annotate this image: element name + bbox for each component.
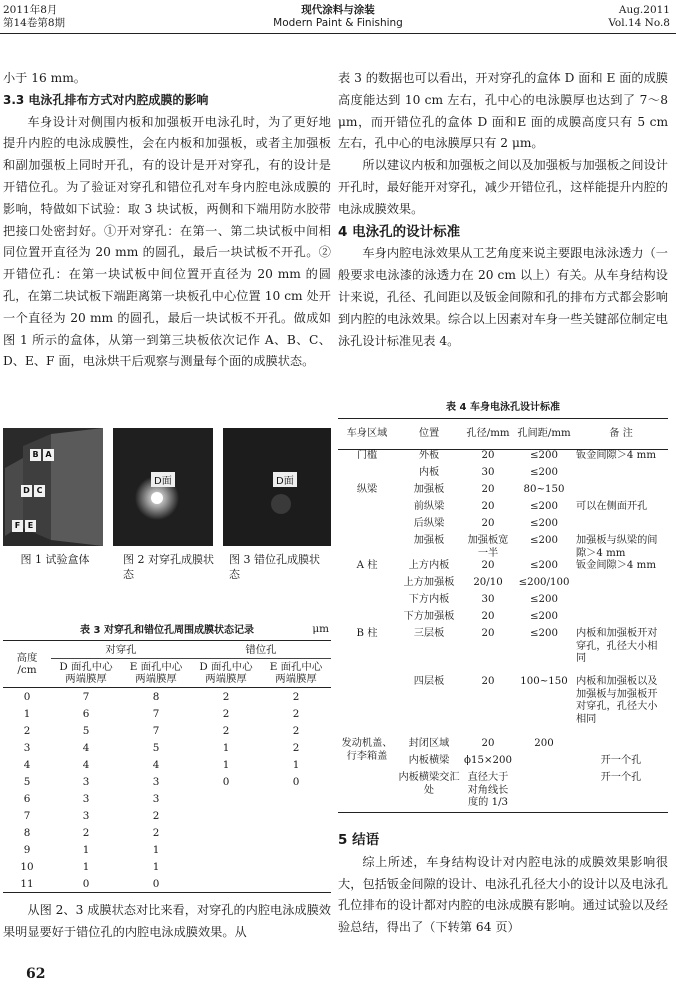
face-tag-b: B: [30, 449, 41, 461]
table-row: 9 1 1: [23, 843, 160, 856]
conclusion-section: [338, 830, 668, 939]
face-tag-e: E: [25, 520, 36, 532]
col-header-e-through: E 面孔中心两端膜厚: [129, 661, 183, 685]
table-3-title: 表 3 对穿孔和错位孔周围成膜状态记录: [80, 624, 254, 636]
table-row: 内板横梁 ϕ15×200 开一个孔: [408, 755, 642, 766]
table-row: 后纵梁 20 ≤200: [413, 518, 558, 529]
journal-title: [0, 4, 676, 30]
table-row: 内板 30 ≤200: [418, 467, 558, 478]
offset-hole-photo: [223, 428, 331, 546]
table-row: 纵梁 加强板 20 80~150: [356, 484, 565, 495]
face-tag-d: D: [21, 485, 32, 497]
figure-3-caption: 图 3 错位孔成膜状态: [229, 553, 320, 581]
table-row: B 柱 三层板 20 ≤200 内板和加强板开对穿孔，孔径大小相同: [356, 628, 658, 664]
table-row: 门槛 外板 20 ≤200 钣金间隙＞4 mm: [356, 450, 656, 461]
table-row: 四层板 20 100~150 内板和加强板以及加强板与加强板开对穿孔，孔径大小相同: [413, 676, 658, 725]
table-row: 8 2 2: [23, 826, 160, 839]
col-header: [121, 659, 191, 688]
table-row: 发动机盖、行李箱盖 封闭区域 20 200: [341, 738, 554, 762]
paragraph-design-standard: 车身内腔电泳效果从工艺角度来说主要跟电泳泳透力（一般要求电泳漆的泳透力在 20 cm 以上）有关。从车身结构设计来说，孔径、孔间距以及钣金间隙和孔的排布方式都会影响到内腔的电泳效果。综合以上因素对车身一些关键部位制定电泳孔设计标准见表 4。: [338, 246, 668, 348]
table-row: 1 6 7 2 2: [23, 707, 300, 720]
header-rule: [0, 33, 676, 34]
col-header-region: 车身区域: [346, 427, 388, 439]
col-header: [191, 659, 261, 688]
col-header-remarks: 备 注: [609, 427, 633, 439]
running-header: [0, 0, 676, 36]
table-4: [338, 398, 668, 813]
paragraph-recommendation: 所以建议内板和加强板之间以及加强板与加强板之间设计开孔时，最好能开对穿孔，减少开错位孔，这样能提升内腔的电泳成膜效果。: [338, 158, 668, 216]
table-row: 上方加强板 20/10 ≤200/100: [403, 577, 570, 588]
paragraph-comparison: 从图 2、3 成膜状态对比来看，对穿孔的内腔电泳成膜效果明显要好于错位孔的内腔电泳成膜效果。从: [3, 903, 331, 939]
table-3-unit: μm: [312, 623, 329, 635]
table-row: 6 3 3: [23, 792, 160, 805]
section-heading-4: 4 电泳孔的设计标准: [338, 223, 461, 240]
table-row: 前纵梁 20 ≤200 可以在侧面开孔: [413, 501, 648, 512]
table-3-height-header: [3, 641, 51, 688]
face-tag-a: A: [43, 449, 54, 461]
header-date-cn: 2011年8月: [3, 4, 58, 16]
height-label: 高度: [16, 652, 38, 664]
paragraph-conclusion: 综上所述，车身结构设计对内腔电泳的成膜效果影响很大，包括钣金间隙的设计、电泳孔孔径大小的设计以及电泳孔孔位排布的设计都对内腔的电泳成膜有影响。通过试验以及经验总结，得出了（下转第 64 页）: [338, 854, 668, 935]
figure-row: [3, 428, 331, 596]
table-row: 2 5 7 2 2: [23, 724, 300, 737]
col-header-d-through: D 面孔中心两端膜厚: [59, 661, 113, 685]
issue-date-en: [608, 4, 670, 30]
table-row: 3 4 5 1 2: [23, 741, 300, 754]
figure-1-image: [3, 428, 103, 546]
table-row: 0 7 8 2 2: [23, 690, 300, 703]
table-row: A 柱 上方内板 20 ≤200 钣金间隙＞4 mm: [356, 560, 656, 571]
left-column: [3, 68, 331, 373]
through-hole-header: 对穿孔: [51, 641, 191, 659]
col-header-d-offset: D 面孔中心两端膜厚: [199, 661, 253, 685]
table-row: 内板横梁交汇处 直径大于对角线长度的 1/3 开一个孔: [338, 772, 668, 813]
face-tag-f: F: [12, 520, 23, 532]
table-row: 下方加强板 20 ≤200: [403, 611, 558, 622]
col-header: [51, 659, 121, 688]
col-header-diameter: 孔径/mm: [466, 427, 510, 439]
figure-2-caption: 图 2 对穿孔成膜状态: [123, 553, 214, 581]
section-heading-3-3: 3.3 电泳孔排布方式对内腔成膜的影响: [3, 92, 209, 107]
table-row: 4 4 4 1 1: [23, 758, 300, 771]
col-header-position: 位置: [418, 427, 440, 439]
header-volume-en: Vol.14 No.8: [608, 17, 670, 29]
face-d-label: D面: [151, 472, 175, 487]
col-header-e-offset: E 面孔中心两端膜厚: [269, 661, 323, 685]
left-column-tail: [3, 900, 331, 944]
col-header-spacing: 孔间距/mm: [517, 427, 571, 439]
page-number: 62: [26, 966, 46, 982]
paragraph-table3-analysis: 表 3 的数据也可以看出，开对穿孔的盒体 D 面和 E 面的成膜高度能达到 10 cm 左右，孔中心的电泳膜厚也达到了 7～8 μm，而开错位孔的盒体 D 面和E 面的成膜高度只有 5 cm 左右，孔中心的电泳膜厚只有 2 μm。: [338, 71, 668, 151]
table-row: 下方内板 30 ≤200: [408, 594, 558, 605]
through-hole-photo: [113, 428, 213, 546]
table-row: 加强板 加强板宽一半 ≤200 加强板与纵梁的间隙＞4 mm: [413, 535, 658, 559]
header-date-en: Aug.2011: [618, 4, 670, 16]
paragraph-experiment: 车身设计对侧围内板和加强板开电泳孔时，为了更好地提升内腔的电泳成膜性，会在内板和加强板，或者主加强板和副加强板上同时开孔，有的设计是开对穿孔，有的设计是开错位孔。为了验证对穿孔和错位孔对车身内腔电泳成膜的影响，特做如下试验：取 3 块试板，两侧和下端用防水胶带把接口处密封好。①开对穿孔：在第一、第二块试板中间相同位置开直径为 20 mm 的圆孔，最后一块试板不开孔。②开错位孔：在第一块试板中间位置开直径为 20 mm 的圆孔，在第二块试板下端距离第一块板孔中心位置 10 cm 处开一个直径为 20 mm 的圆孔，最后一块试板不开孔。做成如图 1 所示的盒体，从第一到第三块板依次记作 A、B、C、D、E、F 面，电泳烘干后观察与测量每个面的成膜状态。: [3, 114, 331, 369]
table-row: 10 1 1: [20, 860, 160, 873]
header-volume-cn: 第14卷第8期: [3, 17, 66, 29]
journal-title-cn: 现代涂料与涂装: [301, 4, 375, 16]
table-row: 11 0 0: [3, 875, 331, 893]
table-4-title: 表 4 车身电泳孔设计标准: [446, 401, 560, 413]
figure-1-caption: 图 1 试验盒体: [20, 553, 90, 566]
face-tag-c: C: [34, 485, 45, 497]
right-column: [338, 68, 668, 352]
table-3: [3, 620, 331, 893]
table-row: 7 3 2: [23, 809, 160, 822]
journal-title-en: Modern Paint & Finishing: [273, 17, 403, 29]
section-heading-5: 5 结语: [338, 832, 380, 848]
table-4-header: [338, 419, 668, 450]
paragraph-continued: 小于 16 mm。: [3, 71, 86, 85]
height-unit: /cm: [17, 664, 37, 676]
col-header: [261, 659, 331, 688]
offset-hole-header: 错位孔: [191, 641, 331, 659]
figure-3-image: [223, 428, 331, 546]
table-3-title-row: [3, 620, 331, 641]
face-d-label: D面: [273, 472, 297, 487]
table-row: 5 3 3 0 0: [23, 775, 300, 788]
figure-2-image: [113, 428, 213, 546]
